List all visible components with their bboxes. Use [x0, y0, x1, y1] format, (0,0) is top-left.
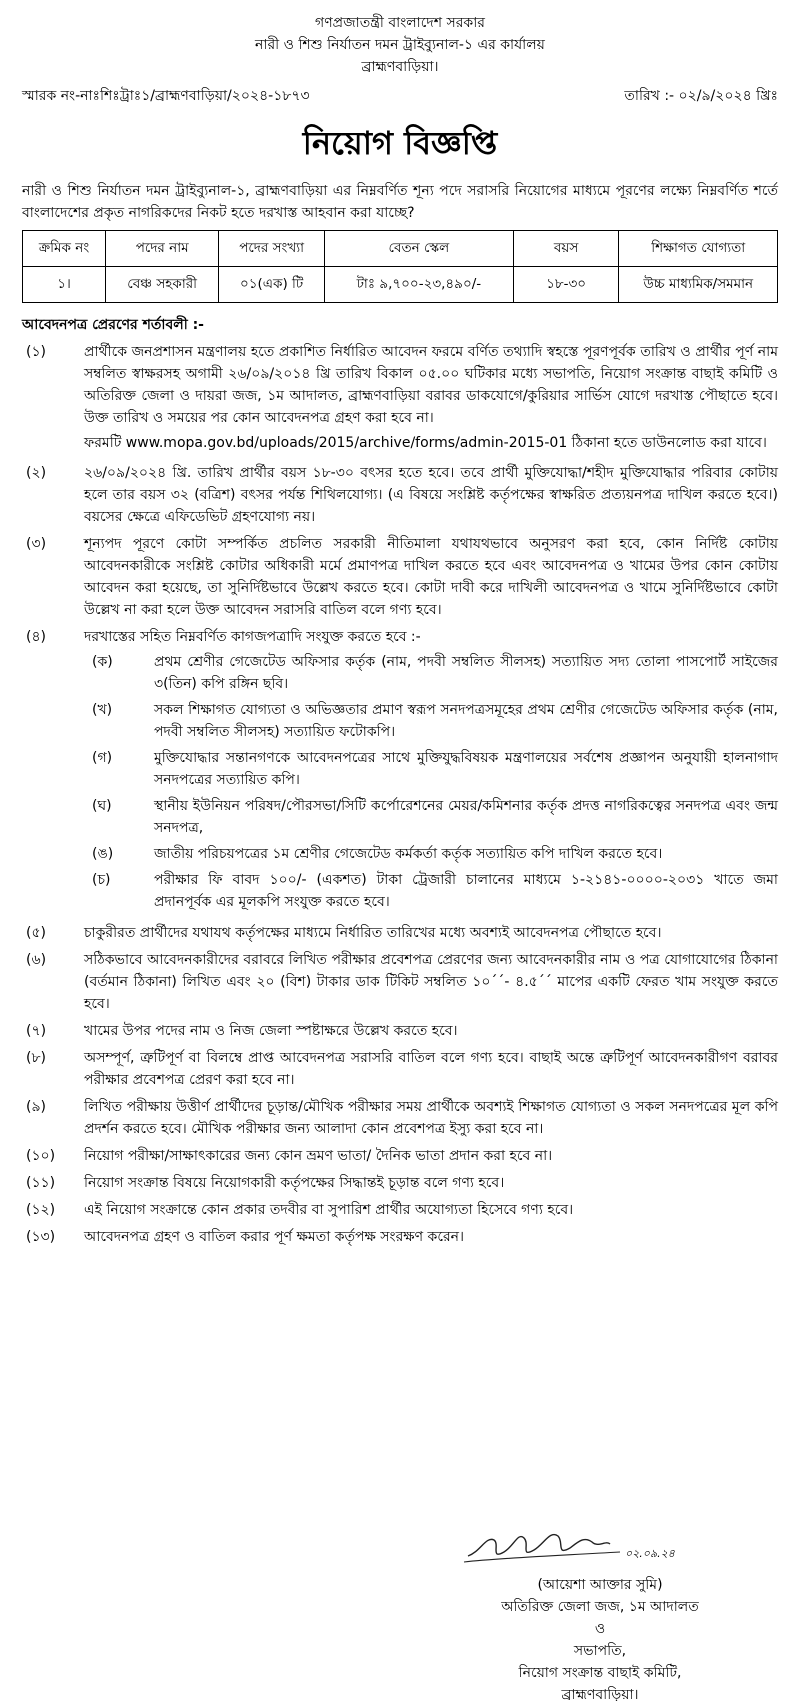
sub-text: জাতীয় পরিচয়পত্রের ১ম শ্রেণীর গেজেটেড কর্মকর্তা কর্তৃক সত্যায়িত কপি দাখিল করতে হবে। — [154, 846, 663, 862]
clause-text: অসম্পূর্ণ, ত্রুটিপূর্ণ বা বিলম্বে প্রাপ্ত আবেদনপত্র সরাসরি বাতিল বলে গণ্য হবে। বাছাই অন্তে ত্রুটিপূর্ণ আবেদনকারীগণ বরাবর পরীক্ষার প্রবেশপত্র প্রেরণ করা হবে না। — [84, 1050, 778, 1088]
clause-7 — [22, 1020, 778, 1042]
reference-row — [22, 84, 778, 108]
clause-text: নিয়োগ পরীক্ষা/সাক্ষাৎকারের জন্য কোন ভ্রমণ ভাতা/ দৈনিক ভাতা প্রদান করা হবে না। — [84, 1148, 553, 1164]
clause-body — [84, 626, 778, 917]
clause-number: (৩) — [26, 536, 47, 552]
sub-item-kha — [84, 699, 778, 743]
clause-10 — [22, 1145, 778, 1167]
clause-number: (৪) — [26, 629, 47, 645]
clause-number: (১১) — [26, 1175, 56, 1191]
intro-paragraph: নারী ও শিশু নির্যাতন দমন ট্রাইব্যুনাল-১, ব্রাহ্মণবাড়িয়া এর নিম্নবর্ণিত শূন্য পদে সরাসরি নিয়োগের মাধ্যমে পূরণের লক্ষ্যে নিম্নবর্ণিত শর্তে বাংলাদেশের প্রকৃত নাগরিকদের নিকট হতে দরখাস্ত আহবান করা যাচ্ছে? — [22, 183, 778, 221]
signatory-block — [440, 1574, 760, 1706]
clause-6 — [22, 949, 778, 1015]
memo-number: স্মারক নং-নাঃশিঃট্রাঃ১/ব্রাহ্মণবাড়িয়া/২০২৪-১৮৭৩ — [22, 88, 310, 104]
sub-item-ka — [84, 651, 778, 695]
clause-text: শূন্যপদ পূরণে কোটা সম্পর্কিত প্রচলিত সরকারী নীতিমালা যথাযথভাবে অনুসরণ করা হবে, কোন নির্দিষ্ট কোটায় আবেদনকারীকে সংশ্লিষ্ট কোটার অধিকারী মর্মে প্রমাণপত্র দাখিল করতে হবে এবং আবেদনপত্র ও খামের উপর কোন কোটায় আবেদন করা হয়েছে, তা সুনির্দিষ্টভাবে উল্লেখ করতে হবে। কোটা দাবী করে দাখিলী আবেদনপত্র ও খামে সুনির্দিষ্টভাবে কোটা উল্লেখ না করা হলে উক্ত আবেদন সরাসরি বাতিল বলে গণ্য হবে। — [84, 536, 778, 618]
col-post-count: পদের সংখ্যা — [219, 231, 325, 267]
header-line-district: ব্রাহ্মণবাড়িয়া। — [361, 59, 439, 75]
clause-5 — [22, 922, 778, 944]
clause-text: নিয়োগ সংক্রান্ত বিষয়ে নিয়োগকারী কর্তৃপক্ষের সিদ্ধান্তই চূড়ান্ত বলে গণ্য হবে। — [84, 1175, 505, 1191]
clause-11 — [22, 1172, 778, 1194]
col-qualification: শিক্ষাগত যোগ্যতা — [619, 231, 778, 267]
header-line-tribunal: নারী ও শিশু নির্যাতন দমন ট্রাইব্যুনাল-১ এর কার্যালয় — [255, 37, 545, 53]
col-pay-scale: বেতন স্কেল — [324, 231, 513, 267]
sub-text: সকল শিক্ষাগত যোগ্যতা ও অভিজ্ঞতার প্রমাণ স্বরূপ সনদপত্রসমূহের প্রথম শ্রেণীর গেজেটেড অফিসার কর্তৃক (নাম, পদবী সম্বলিত সীলসহ) সত্যায়িত ফটোকপি। — [154, 702, 778, 740]
sub-item-cha — [84, 869, 778, 913]
cell-serial: ১। — [23, 267, 106, 303]
clause-text: চাকুরীরত প্রার্থীদের যথাযথ কর্তৃপক্ষের মাধ্যমে নির্ধারিত তারিখের মধ্যে অবশ্যই আবেদনপত্র পৌছাতে হবে। — [84, 925, 662, 941]
sub-label: (ক) — [92, 654, 113, 670]
cell-qualification: উচ্চ মাধ্যমিক/সমমান — [619, 267, 778, 303]
table-row — [23, 267, 778, 303]
sub-text: মুক্তিযোদ্ধার সন্তানগণকে আবেদনপত্রের সাথে মুক্তিযুদ্ধবিষয়ক মন্ত্রণালয়ের সর্বশেষ প্রজ্ঞাপন অনুযায়ী হালনাগাদ সনদপত্রের সত্যায়িত কপি। — [154, 750, 778, 788]
col-post-name: পদের নাম — [106, 231, 219, 267]
clause-number: (২) — [26, 465, 47, 481]
signatory-district: ব্রাহ্মণবাড়িয়া। — [561, 1687, 639, 1703]
signatory-committee: নিয়োগ সংক্রান্ত বাছাই কমিটি, — [518, 1665, 682, 1681]
cell-post-name: বেঞ্চ সহকারী — [106, 267, 219, 303]
clause-text: দরখাস্তের সহিত নিম্নবর্ণিত কাগজপত্রাদি সংযুক্ত করতে হবে :- — [84, 629, 421, 645]
clause-3 — [22, 533, 778, 621]
clause-8 — [22, 1047, 778, 1091]
clause-text: প্রার্থীকে জনপ্রশাসন মন্ত্রণালয় হতে প্রকাশিত নির্ধারিত আবেদন ফরমে বর্ণিত তথ্যাদি স্বহস্তে পূরণপূর্বক তারিখ ও প্রার্থীর পূর্ণ নাম সম্বলিত স্বাক্ষরসহ অগামী ২৬/০৯/২০১৪ খ্রি তারিখ বিকাল ০৫.০০ ঘটিকার মধ্যে সভাপতি, নিয়োগ সংক্রান্ত বাছাই কমিটি ও অতিরিক্ত জেলা ও দায়রা জজ, ১ম আদালত, ব্রাহ্মণবাড়িয়া বরাবর ডাকযোগে/কুরিয়ার সার্ভিস যোগে দরখাস্ত পৌছাতে হবে। উক্ত তারিখ ও সময়ের পর কোন আবেদনপত্র গ্রহণ করা হবে না। — [84, 344, 778, 426]
signatory-name: (আয়েশা আক্তার সুমি) — [537, 1577, 663, 1593]
sub-label: (ঙ) — [92, 846, 114, 862]
clause-number: (৫) — [26, 925, 47, 941]
sub-text: প্রথম শ্রেণীর গেজেটেড অফিসার কর্তৃক (নাম, পদবী সম্বলিত সীলসহ) সত্যায়িত সদ্য তোলা পাসপোর্ট সাইজের ৩(তিন) কপি রঙ্গিন ছবি। — [154, 654, 778, 692]
sub-item-ga — [84, 747, 778, 791]
table-header-row — [23, 231, 778, 267]
clause-text: ২৬/০৯/২০২৪ খ্রি. তারিখ প্রার্থীর বয়স ১৮-৩০ বৎসর হতে হবে। তবে প্রার্থী মুক্তিযোদ্ধা/শহীদ মুক্তিযোদ্ধার পরিবার কোটায় হলে তার বয়স ৩২ (বত্রিশ) বৎসর পর্যন্ত শিথিলযোগ্য। (এ বিষয়ে সংশ্লিষ্ট কর্তৃপক্ষের স্বাক্ষরিত প্রত্যয়নপত্র দাখিল করতে হবে।) বয়সের ক্ষেত্রে এফিডেভিট গ্রহণযোগ্য নয়। — [84, 465, 778, 525]
notice-date: তারিখ :- ০২/৯/২০২৪ খ্রিঃ — [624, 88, 778, 104]
clause-text: সঠিকভাবে আবেদনকারীদের বরাবরে লিখিত পরীক্ষার প্রবেশপত্র প্রেরণের জন্য আবেদনকারীর নাম ও পত্র যোগাযোগের ঠিকানা (বর্তমান ঠিকানা) লিখিত এবং ২০ (বিশ) টাকার ডাক টিকিট সম্বলিত ১০´´- ৪.৫´´ মাপের একটি ফেরত খাম সংযুক্ত করতে হবে। — [84, 952, 778, 1012]
clause-number: (১৩) — [26, 1229, 56, 1245]
clause-9 — [22, 1096, 778, 1140]
col-age: বয়স — [513, 231, 619, 267]
signatory-title: অতিরিক্ত জেলা জজ, ১ম আদালত — [501, 1599, 699, 1615]
clause-body — [84, 341, 778, 457]
terms-heading: আবেদনপত্র প্রেরণের শর্তাবলী :- — [22, 317, 204, 333]
sub-label: (খ) — [92, 702, 113, 718]
clause-text: আবেদনপত্র গ্রহণ ও বাতিল করার পূর্ণ ক্ষমতা কর্তৃপক্ষ সংরক্ষণ করেন। — [84, 1229, 465, 1245]
page-title: নিয়োগ বিজ্ঞপ্তি — [302, 124, 498, 162]
vacancy-table — [22, 230, 778, 303]
signatory-role: সভাপতি, — [573, 1643, 627, 1659]
col-serial: ক্রমিক নং — [23, 231, 106, 267]
signature-date: ০২.০৯.২৪ — [625, 1547, 675, 1560]
clause-text: খামের উপর পদের নাম ও নিজ জেলা স্পষ্টাক্ষরে উল্লেখ করতে হবে। — [84, 1023, 458, 1039]
clause-number: (১২) — [26, 1202, 56, 1218]
clause-number: (৯) — [26, 1099, 47, 1115]
sub-text: পরীক্ষার ফি বাবদ ১০০/- (একশত) টাকা ট্রেজারী চালানের মাধ্যমে ১-২১৪১-০০০০-২০৩১ খাতে জমা প্রদানপূর্বক এর মূলকপি সংযুক্ত করতে হবে। — [154, 872, 778, 910]
clause-number: (৬) — [26, 952, 47, 968]
sub-text: স্থানীয় ইউনিয়ন পরিষদ/পৌরসভা/সিটি কর্পোরেশনের মেয়র/কমিশনার কর্তৃক প্রদত্ত নাগরিকত্বের সনদপত্র এবং জন্ম সনদপত্র, — [154, 798, 778, 836]
cell-post-count: ০১(এক) টি — [219, 267, 325, 303]
sub-item-gha — [84, 795, 778, 839]
office-header — [22, 12, 778, 78]
clause-text: এই নিয়োগ সংক্রান্তে কোন প্রকার তদবীর বা সুপারিশ প্রার্থীর অযোগ্যতা হিসেবে গণ্য হবে। — [84, 1202, 574, 1218]
clause-12 — [22, 1199, 778, 1221]
header-line-government: গণপ্রজাতন্ত্রী বাংলাদেশ সরকার — [315, 15, 485, 31]
clause-4 — [22, 626, 778, 917]
sub-label: (গ) — [92, 750, 113, 766]
signatory-conjunction: ও — [594, 1621, 606, 1637]
clause-number: (৭) — [26, 1023, 47, 1039]
clause-2 — [22, 462, 778, 528]
clause-number: (১০) — [26, 1148, 56, 1164]
form-download-text: ফরমটি www.mopa.gov.bd/uploads/2015/archive/forms/admin-2015-01 ঠিকানা হতে ডাউনলোড করা যাবে। — [84, 435, 767, 451]
cell-age: ১৮-৩০ — [513, 267, 619, 303]
clause-text: লিখিত পরীক্ষায় উত্তীর্ণ প্রার্থীদের চূড়ান্ত/মৌখিক পরীক্ষার সময় প্রার্থীকে অবশ্যই শিক্ষাগত যোগ্যতা ও সকল সনদপত্রের মূল কপি প্রদর্শন করতে হবে। মৌখিক পরীক্ষার জন্য আলাদা কোন প্রবেশপত্র ইস্যু করা হবে না। — [84, 1099, 778, 1137]
sub-label: (চ) — [92, 872, 111, 888]
clause-13 — [22, 1226, 778, 1248]
clause-1 — [22, 341, 778, 457]
clause-number: (৮) — [26, 1050, 47, 1066]
cell-pay-scale: টাঃ ৯,৭০০-২৩,৪৯০/- — [324, 267, 513, 303]
sub-item-uma — [84, 843, 778, 865]
clause-number: (১) — [26, 344, 47, 360]
sub-label: (ঘ) — [92, 798, 112, 814]
